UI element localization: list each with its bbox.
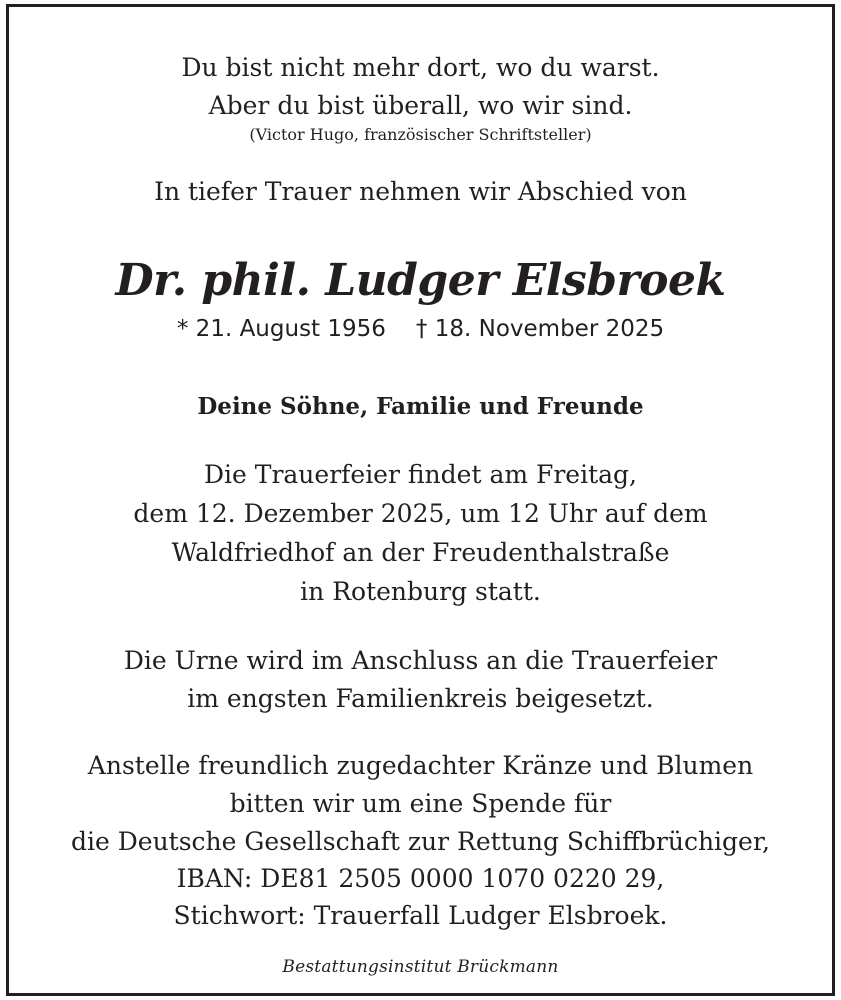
- ceremony-line-4: in Rotenburg statt.: [300, 577, 541, 606]
- death-date: † 18. November 2025: [415, 316, 665, 342]
- intro-text: In tiefer Trauer nehmen wir Abschied von: [154, 177, 687, 206]
- donation-line-1: Anstelle freundlich zugedachter Kränze und Blumen: [87, 751, 754, 780]
- donation-line-2: bitten wir um eine Spende für: [229, 789, 612, 818]
- obituary-notice: [6, 4, 835, 996]
- donation-line-3: die Deutsche Gesellschaft zur Rettung Schiffbrüchiger,: [71, 827, 770, 856]
- ceremony-line-1: Die Trauerfeier findet am Freitag,: [203, 460, 637, 489]
- urn-line-2: im engsten Familienkreis beigesetzt.: [187, 684, 654, 713]
- birth-date: * 21. August 1956: [176, 316, 386, 342]
- deceased-name: Dr. phil. Ludger Elsbroek: [115, 255, 726, 306]
- mourners: Deine Söhne, Familie und Freunde: [197, 393, 644, 420]
- ceremony-line-3: Waldfriedhof an der Freudenthalstraße: [171, 538, 670, 567]
- quote-attribution: (Victor Hugo, französischer Schriftsteller): [249, 125, 592, 144]
- undertaker-signature: Bestattungsinstitut Brückmann: [282, 957, 559, 977]
- donation-iban: IBAN: DE81 2505 0000 1070 0220 29,: [176, 864, 665, 893]
- donation-keyword: Stichwort: Trauerfall Ludger Elsbroek.: [173, 901, 668, 930]
- quote-line-2: Aber du bist überall, wo wir sind.: [208, 91, 633, 120]
- quote-line-1: Du bist nicht mehr dort, wo du warst.: [181, 53, 660, 82]
- life-dates: [9, 316, 832, 342]
- ceremony-line-2: dem 12. Dezember 2025, um 12 Uhr auf dem: [133, 499, 708, 528]
- urn-line-1: Die Urne wird im Anschluss an die Trauerfeier: [123, 646, 718, 675]
